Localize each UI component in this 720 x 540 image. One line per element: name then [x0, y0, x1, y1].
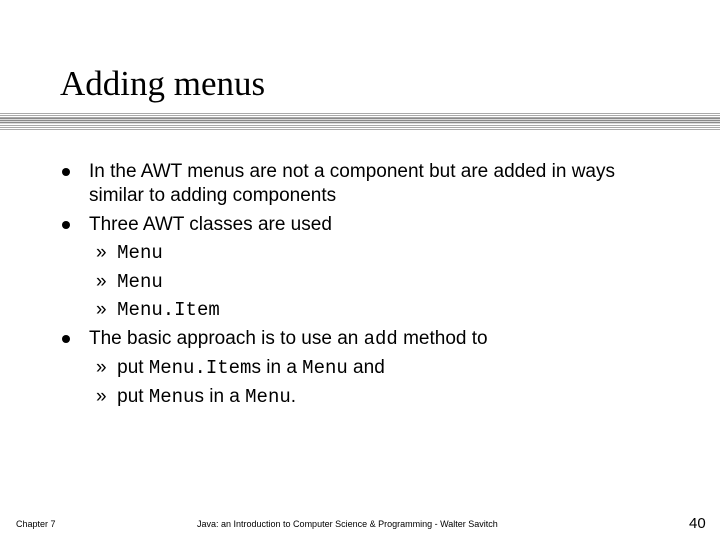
bullet-dot [62, 335, 70, 343]
code-text: add [363, 328, 398, 350]
subitem-marker: » [96, 357, 107, 378]
text-segment: put [117, 357, 149, 378]
subitem-marker: » [96, 386, 107, 407]
code-text: Menu [302, 357, 348, 379]
text-segment: . [290, 386, 297, 407]
bullet-1-line-1: In the AWT menus are not a component but are added in ways [89, 161, 615, 182]
text-segment: put [117, 386, 149, 407]
subitem-menu-2 [96, 271, 163, 293]
footer-book-title: Java: an Introduction to Computer Science & Programming - Walter Savitch [197, 519, 498, 529]
bullet-3-text [89, 328, 488, 350]
bullet-2-text: Three AWT classes are used [89, 214, 332, 235]
subitem-menu-1 [96, 242, 163, 264]
text-segment: s in a [251, 357, 303, 378]
code-text: Menu [117, 271, 163, 293]
text-segment: The basic approach is to use an [89, 328, 364, 349]
text-segment: method to [397, 328, 488, 349]
subitem-marker: » [96, 271, 107, 292]
code-text: Menu [117, 242, 163, 264]
page-number: 40 [689, 515, 706, 532]
text-segment: s in a [194, 386, 246, 407]
subitem-marker: » [96, 242, 107, 263]
subitem-menuitem [96, 299, 220, 321]
subitem-put-menus [96, 386, 296, 408]
title-divider-band [0, 118, 720, 124]
text-segment: and [347, 357, 385, 378]
bullet-dot [62, 168, 70, 176]
subitem-marker: » [96, 299, 107, 320]
subitem-put-menuitems [96, 357, 385, 379]
footer-chapter: Chapter 7 [16, 519, 56, 529]
bullet-1-line-2: similar to adding components [89, 185, 337, 206]
code-text: Menu [245, 386, 291, 408]
bullet-dot [62, 221, 70, 229]
code-text: Menu [148, 386, 195, 408]
code-text: Menu.Item [117, 299, 220, 321]
code-text: Menu.Item [148, 357, 252, 379]
slide-title: Adding menus [60, 64, 266, 103]
